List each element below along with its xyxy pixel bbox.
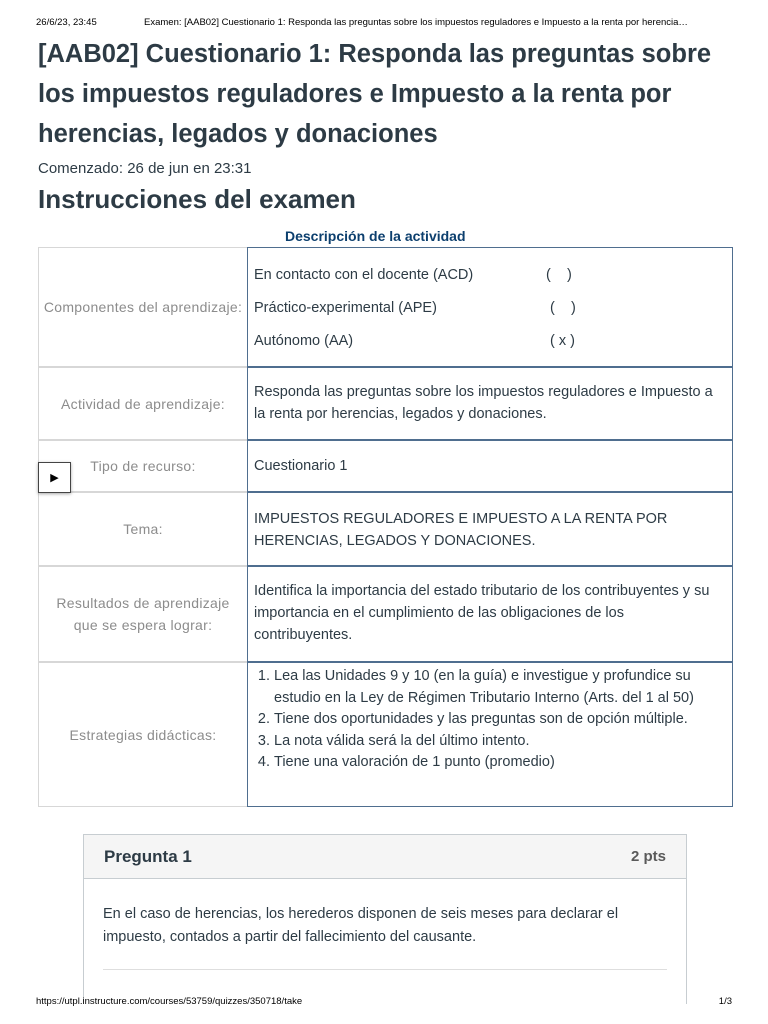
component-text: Práctico-experimental (APE) — [254, 299, 437, 316]
component-item — [254, 324, 726, 357]
component-mark: ( x ) — [546, 332, 575, 349]
learning-activity-row — [38, 367, 733, 440]
strategies-row — [38, 662, 733, 807]
strategies-list — [252, 666, 726, 774]
list-item-text: Tiene una valoración de 1 punto (promedio) — [274, 754, 555, 770]
instructions-heading: Instrucciones del examen — [38, 184, 356, 214]
learning-activity-label: Actividad de aprendizaje: — [38, 367, 247, 440]
print-header — [36, 17, 732, 31]
print-date: 26/6/23, 23:45 — [36, 17, 97, 28]
print-footer — [36, 996, 732, 1007]
print-doc-title: Examen: [AAB02] Cuestionario 1: Responda las preguntas sobre los impuestos reguladores e Impuesto a la renta por herencia… — [144, 17, 688, 28]
expected-results-label: Resultados de aprendizaje que se espera lograr: — [38, 566, 247, 662]
resource-type-label: Tipo de recurso: — [38, 440, 247, 492]
strategies-label: Estrategias didácticas: — [38, 662, 247, 807]
question-card — [83, 834, 687, 1004]
page-number: 1/3 — [718, 996, 732, 1007]
topic-value: IMPUESTOS REGULADORES E IMPUESTO A LA RENTA POR HERENCIAS, LEGADOS Y DONACIONES. — [247, 492, 733, 566]
expected-results-row — [38, 566, 733, 662]
components-value — [247, 247, 733, 367]
list-item-number: 4. — [257, 754, 270, 770]
resource-type-value: Cuestionario 1 — [247, 440, 733, 492]
component-item — [254, 291, 726, 324]
components-label: Componentes del aprendizaje: — [38, 247, 247, 367]
list-item — [252, 666, 726, 709]
resource-type-row — [38, 440, 733, 492]
components-row — [38, 247, 733, 367]
component-text: Autónomo (AA) — [254, 332, 354, 349]
list-item-number: 1. — [257, 668, 270, 684]
component-text: En contacto con el docente (ACD) — [254, 266, 474, 283]
list-item-text: Lea las Unidades 9 y 10 (en la guía) e investigue y profundice su estudio en la Ley de Régimen Tributario Interno (Arts. del 1 al 50) — [274, 668, 694, 706]
started-timestamp: Comenzado: 26 de jun en 23:31 — [38, 160, 252, 177]
question-text: En el caso de herencias, los herederos disponen de seis meses para declarar el impuesto, contados a partir del fallecimiento del causante. — [103, 906, 619, 945]
question-header — [84, 835, 686, 879]
list-item — [252, 752, 726, 774]
component-mark: ( ) — [546, 266, 572, 283]
expected-results-value: Identifica la importancia del estado tributario de los contribuyentes y su importancia en el cumplimiento de las obligaciones de los contribuyentes. — [247, 566, 733, 662]
activity-table — [38, 247, 733, 807]
activity-caption: Descripción de la actividad — [285, 228, 466, 244]
list-item — [252, 709, 726, 731]
list-item-number: 3. — [257, 732, 270, 749]
strategies-value — [247, 662, 733, 807]
list-item-number: 2. — [257, 711, 270, 727]
topic-label: Tema: — [38, 492, 247, 566]
list-item-text: La nota válida será la del último intento. — [274, 732, 530, 749]
print-url: https://utpl.instructure.com/courses/53759/quizzes/350718/take — [36, 996, 303, 1007]
list-item-text: Tiene dos oportunidades y las preguntas son de opción múltiple. — [274, 711, 688, 727]
topic-row — [38, 492, 733, 566]
list-item — [252, 731, 726, 753]
play-icon: ▶ — [50, 472, 59, 484]
play-button[interactable] — [38, 462, 71, 493]
component-item — [254, 258, 726, 291]
component-mark: ( ) — [546, 299, 576, 316]
question-points: 2 pts — [630, 848, 666, 865]
learning-activity-value: Responda las preguntas sobre los impuestos reguladores e Impuesto a la renta por herencias, legados y donaciones. — [247, 367, 733, 440]
quiz-title: [AAB02] Cuestionario 1: Responda las preguntas sobre los impuestos reguladores e Impuesto a la renta por herencias, legados y donaciones — [38, 40, 712, 148]
question-name: Pregunta 1 — [104, 846, 192, 866]
divider — [103, 969, 667, 970]
